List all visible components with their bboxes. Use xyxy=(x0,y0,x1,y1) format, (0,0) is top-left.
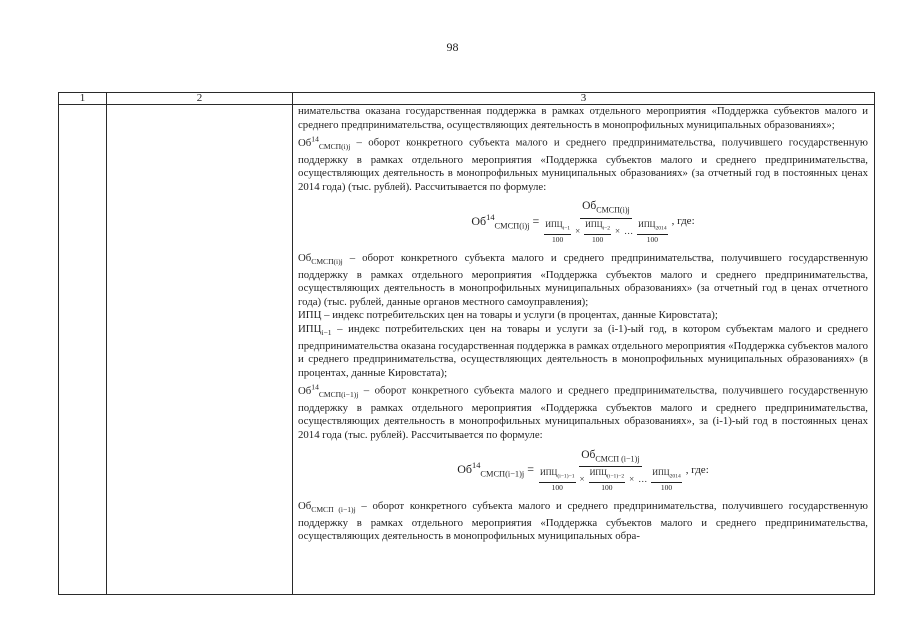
page-number: 98 xyxy=(446,40,459,54)
formula-1-denominator: $ИПЦ_{i-1}$ 100 × $ИПЦ_{i-2}$ 100 × … $ИПЦ_{2014}$ 100 xyxy=(545,220,667,244)
column-header-2: 2 xyxy=(107,93,293,105)
column-3-cell xyxy=(293,105,875,595)
definition-turnover-current-prices: $Об_{СМСП(i)j}$ – оборот конкретного субъекта малого и среднего предпринимательства, получившего государственную поддержку в рамках отдельного мероприятия «Поддержка субъектов малого и среднего предпринимательства, осуществляющих деятельность в монопрофильных муниципальных образованиях» (за отчетный год в ценах отчетного года) (тыс. рублей, данные органов местного самоуправления); xyxy=(298,251,868,308)
column-1-cell xyxy=(59,105,107,595)
column-header-1: 1 xyxy=(59,93,107,105)
definition-turnover-prev-year: $Об^{14}_{СМСП(i-1)j}$ – оборот конкретного субъекта малого и среднего предпринимательства, получившего государственную поддержку в рамках отдельного мероприятия «Поддержка субъектов малого и среднего предпринимательства, осуществляющих деятельность в монопрофильных муниципальных образованиях», за (i-1)-ый год в постоянных ценах 2014 года (тыс. рублей). Рассчитывается по формуле: xyxy=(298,382,868,441)
definition-cpi-i-minus-1: $ИПЦ_{i-1}$ – индекс потребительских цен на товары и услуги за (i-1)-ый год, в котором субъектам малого и среднего предпринимательства оказана государственная поддержка в рамках отдельного мероприятия «Поддержка субъектов малого и среднего предпринимательства, осуществляющих деятельность в монопрофильных муниципальных образованиях» (в процентах, данные Кировстата); xyxy=(298,322,868,379)
formula-2-denominator: $ИПЦ_{(i-1)-1}$ 100 × $ИПЦ_{(i-1)-2}$ 100 × … $ИПЦ_{2014}$ 100 xyxy=(540,468,681,493)
formula-1-lhs: $Об^{14}_{СМСП(i)j}$ = xyxy=(471,213,540,231)
formula-1 xyxy=(298,200,868,243)
column-2-cell xyxy=(107,105,293,595)
symbol-ob14-smsp-ij: $Об^{14}_{СМСП(i)j}$ xyxy=(298,134,351,151)
column-header-3: 3 xyxy=(293,93,875,105)
document-table xyxy=(58,92,875,595)
formula-2-lhs: $Об^{14}_{СМСП(i-1)j}$ = xyxy=(457,461,534,479)
definition-turnover-constant-prices: $Об^{14}_{СМСП(i)j}$ – оборот конкретного субъекта малого и среднего предпринимательства, получившего государственную поддержку в рамках отдельного мероприятия «Поддержка субъектов малого и среднего предпринимательства, осуществляющих деятельность в монопрофильных муниципальных образованиях» (за отчетный год в постоянных ценах 2014 года) (тыс. рублей). Рассчитывается по формуле: xyxy=(298,134,868,193)
symbol-ob14-smsp-i-minus-1-j: $Об^{14}_{СМСП(i-1)j}$ xyxy=(298,382,359,400)
symbol-ipc-i-minus-1: $ИПЦ_{i-1}$ xyxy=(298,322,332,338)
definition-cpi: ИПЦ – индекс потребительских цен на товары и услуги (в процентах, данные Кировстата); xyxy=(298,309,718,322)
formula-2-where: , где: xyxy=(685,463,709,476)
formula-1-fraction xyxy=(542,200,669,243)
paragraph-continuation: нимательства оказана государственная поддержка в рамках отдельного мероприятия «Поддержка субъектов малого и среднего предпринимательства, осуществляющих деятельность в монопрофильных муниципальных образованиях»; xyxy=(298,105,868,131)
symbol-ob-smsp-i-minus-1-j: $Об_{СМСП (i-1)j}$ xyxy=(298,500,356,515)
formula-1-numerator: $Об_{СМСП(i)j}$ xyxy=(580,200,632,219)
formula-2-numerator: $Об_{СМСП (i-1)j}$ xyxy=(579,449,641,468)
formula-2 xyxy=(298,449,868,492)
formula-2-fraction xyxy=(537,449,684,492)
formula-1-where: , где: xyxy=(671,215,695,228)
symbol-ob-smsp-ij: $Об_{СМСП(i)j}$ xyxy=(298,251,343,266)
table-header-row xyxy=(59,93,875,105)
table-body-row xyxy=(59,105,875,595)
definition-turnover-prev-year-current: $Об_{СМСП (i-1)j}$ – оборот конкретного субъекта малого и среднего предпринимательства, получившего государственную поддержку в рамках отдельного мероприятия «Поддержка субъектов малого и среднего предпринимательства, осуществляющих деятельность в монопрофильных муниципальных обра- xyxy=(298,500,868,543)
